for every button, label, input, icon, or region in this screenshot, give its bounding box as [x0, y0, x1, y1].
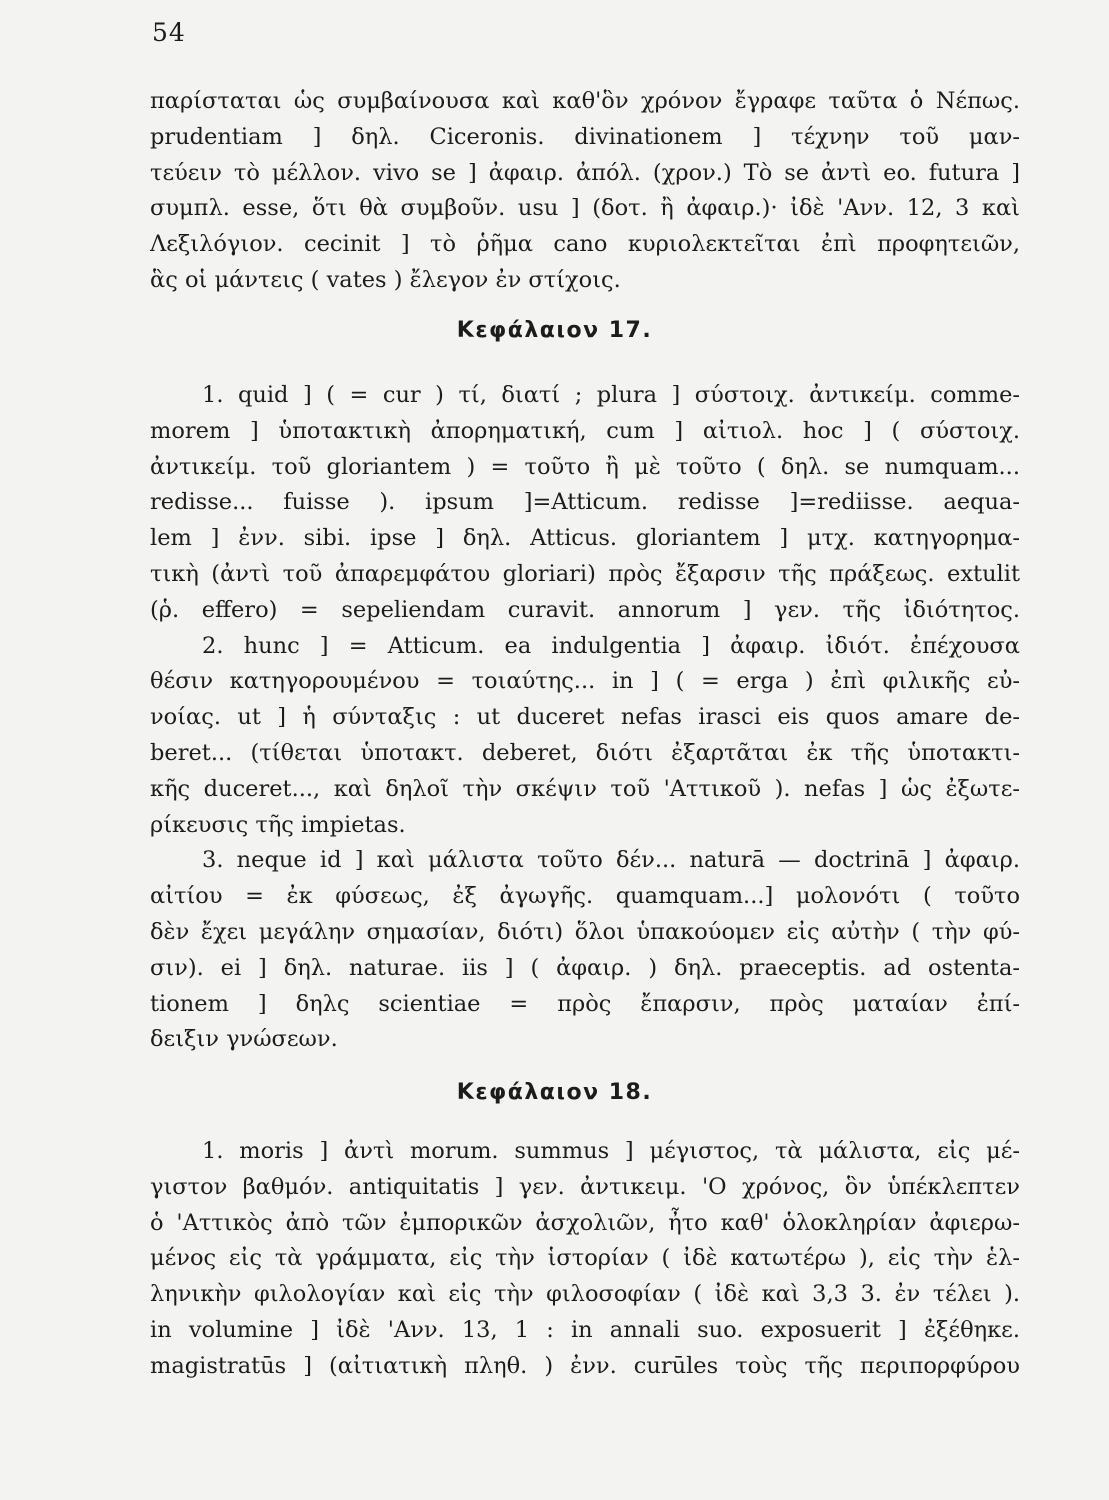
text-line: in volumine ] ἰδὲ 'Ανν. 13, 1 : in annali suo. exposuerit ] ἐξέθηκε.	[150, 1316, 1020, 1343]
text-line: lem ] ἐνν. sibi. ipse ] δηλ. Atticus. gloriantem ] μτχ. κατηγορημα-	[150, 525, 1020, 552]
chapter-18-body	[150, 1134, 1020, 1385]
text-line: ρίκευσις τῆς impietas.	[150, 811, 406, 838]
text-line: συμπλ. esse, ὅτι θὰ συμβοῦν. usu ] (δοτ. ἢ ἀφαιρ.)· ἰδὲ 'Ανν. 12, 3 καὶ	[150, 195, 1020, 222]
text-line: δειξιν γνώσεων.	[150, 1026, 338, 1053]
text-line: ἃς οἱ μάντεις ( vates ) ἔλεγον ἐν στίχοις.	[150, 266, 621, 293]
text-line: magistratūs ] (αἰτιατικὴ πληθ. ) ἐνν. curūles τοὺς τῆς περιπορφύρου	[150, 1352, 1020, 1379]
text-line: σιν). ei ] δηλ. naturae. iis ] ( ἀφαιρ. ) δηλ. praeceptis. ad ostenta-	[150, 954, 1020, 981]
text-line: μένος εἰς τὰ γράμματα, εἰς τὴν ἱστορίαν ( ἰδὲ κατωτέρω ), εἰς τὴν ἑλ-	[150, 1245, 1020, 1272]
text-line: αἰτίου = ἐκ φύσεως, ἐξ ἀγωγῆς. quamquam...] μολονότι ( τοῦτο	[150, 883, 1020, 910]
chapter-17-heading: Κεφάλαιον 17.	[456, 318, 653, 343]
text-line: γιστον βαθμόν. antiquitatis ] γεν. ἀντικειμ. 'Ο χρόνος, ὃν ὑπέκλεπτεν	[150, 1173, 1020, 1200]
text-line: prudentiam ] δηλ. Ciceronis. divinationem ] τέχνην τοῦ μαν-	[150, 123, 1020, 150]
text-line: 2. hunc ] = Atticum. ea indulgentia ] ἀφαιρ. ἰδιότ. ἐπέχουσα	[202, 632, 1020, 659]
text-line: Λεξιλόγιον. cecinit ] τὸ ῥῆμα cano κυριολεκτεῖται ἐπὶ προφητειῶν,	[150, 231, 1020, 258]
paragraph-intro	[150, 84, 1020, 299]
text-line: 3. neque id ] καὶ μάλιστα τοῦτο δέν... naturā — doctrinā ] ἀφαιρ.	[202, 847, 1020, 874]
text-line: δὲν ἔχει μεγάλην σημασίαν, διότι) ὅλοι ὑπακούομεν εἰς αὐτὴν ( τὴν φύ-	[150, 918, 1020, 945]
text-line: redisse... fuisse ). ipsum ]=Atticum. redisse ]=rediisse. aequa-	[150, 489, 1020, 516]
text-line: 1. moris ] ἀντὶ morum. summus ] μέγιστος, τὰ μάλιστα, εἰς μέ-	[202, 1138, 1020, 1164]
chapter-18-heading: Κεφάλαιον 18.	[456, 1080, 653, 1105]
text-line: beret... (τίθεται ὑποτακτ. deberet, διότι ἐξαρτᾶται ἐκ τῆς ὑποτακτι-	[150, 739, 1020, 766]
text-line: θέσιν κατηγορουμένου = τοιαύτης... in ] ( = erga ) ἐπὶ φιλικῆς εὐ-	[150, 668, 1020, 695]
text-line: morem ] ὑποτακτικὴ ἀπορηματική, cum ] αἰτιολ. hoc ] ( σύστοιχ.	[150, 417, 1020, 444]
text-line: (ῥ. effero) = sepeliendam curavit. annorum ] γεν. τῆς ἰδιότητος.	[150, 596, 1020, 623]
text-line: παρίσταται ὡς συμβαίνουσα καὶ καθ'ὃν χρόνον ἔγραφε ταῦτα ὁ Νέπως.	[150, 88, 1020, 114]
text-line: tionem ] δηλς scientiae = πρὸς ἔπαρσιν, πρὸς ματαίαν ἐπί-	[150, 990, 1020, 1017]
text-line: νοίας. ut ] ἡ σύνταξις : ut duceret nefas irasci eis quos amare de-	[150, 704, 1020, 731]
text-line: ὁ 'Αττικὸς ἀπὸ τῶν ἐμπορικῶν ἀσχολιῶν, ἦτο καθ' ὁλοκληρίαν ἀφιερω-	[150, 1209, 1020, 1236]
chapter-17-body	[150, 378, 1020, 1058]
text-line: ληνικὴν φιλολογίαν καὶ εἰς τὴν φιλοσοφίαν ( ἰδὲ καὶ 3,3 3. ἐν τέλει ).	[150, 1281, 1020, 1308]
page-number: 54	[152, 18, 186, 47]
text-line: κῆς duceret..., καὶ δηλοῖ τὴν σκέψιν τοῦ 'Αττικοῦ ). nefas ] ὡς ἐξωτε-	[150, 775, 1020, 802]
text-line: ἀντικείμ. τοῦ gloriantem ) = τοῦτο ἢ μὲ τοῦτο ( δηλ. se numquam...	[150, 453, 1020, 480]
text-line: τικὴ (ἀντὶ τοῦ ἀπαρεμφάτου gloriari) πρὸς ἔξαρσιν τῆς πράξεως. extulit	[150, 560, 1020, 587]
text-line: 1. quid ] ( = cur ) τί, διατί ; plura ] σύστοιχ. ἀντικείμ. comme-	[202, 382, 1020, 408]
text-line: τεύειν τὸ μέλλον. vivo se ] ἀφαιρ. ἀπόλ. (χρον.) Τὸ se ἀντὶ eo. futura ]	[150, 159, 1020, 186]
